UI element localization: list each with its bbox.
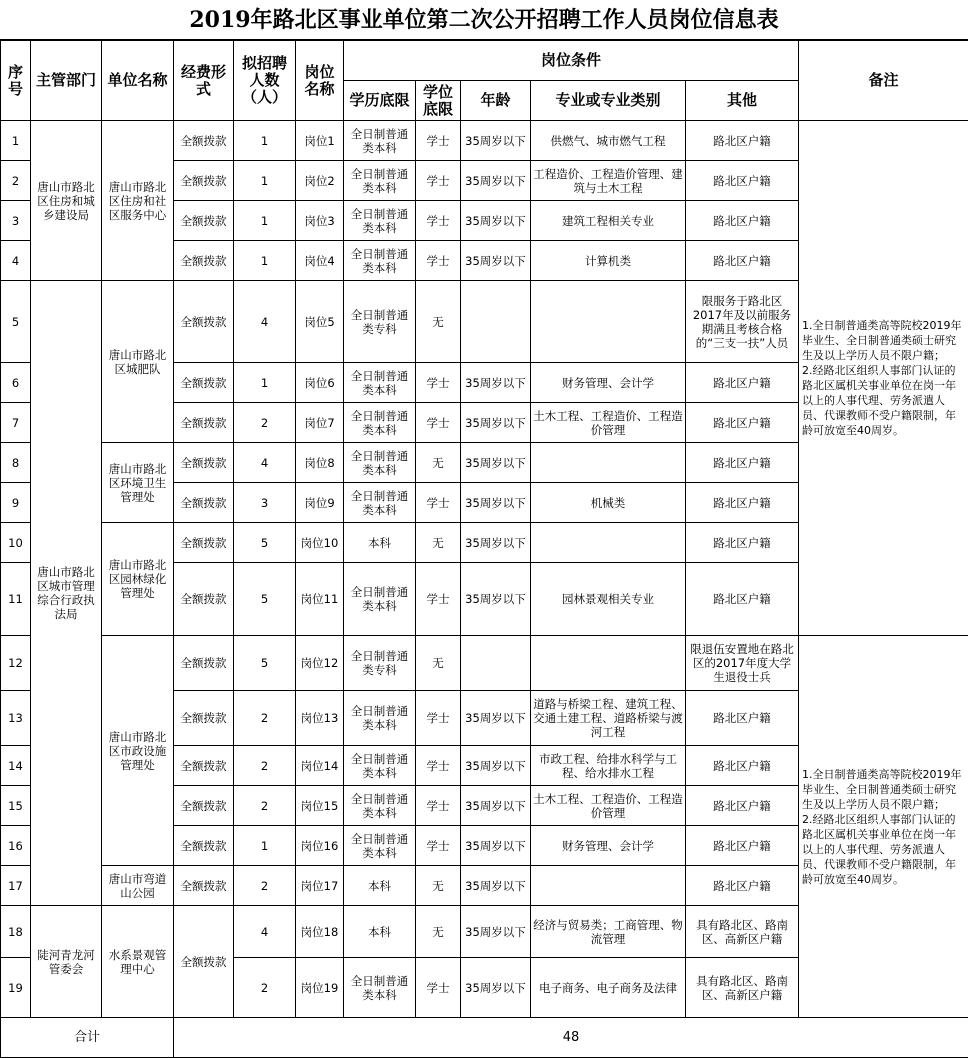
total-label: 合计	[1, 1018, 174, 1058]
count-cell: 1	[234, 241, 296, 281]
edu-cell: 全日制普通类本科	[344, 691, 416, 746]
degree-cell: 学士	[416, 403, 461, 443]
other-cell: 路北区户籍	[686, 161, 799, 201]
other-cell: 限退伍安置地在路北区的2017年度大学生退役士兵	[686, 636, 799, 691]
post-cell: 岗位6	[296, 363, 344, 403]
edu-cell: 全日制普通类专科	[344, 281, 416, 363]
other-cell: 路北区户籍	[686, 363, 799, 403]
edu-cell: 全日制普通类本科	[344, 746, 416, 786]
degree-cell: 学士	[416, 121, 461, 161]
row-no: 13	[1, 691, 31, 746]
edu-cell: 全日制普通类专科	[344, 636, 416, 691]
edu-cell: 本科	[344, 523, 416, 563]
post-cell: 岗位11	[296, 563, 344, 636]
major-cell: 经济与贸易类；工商管理、物流管理	[531, 906, 686, 958]
other-cell: 路北区户籍	[686, 746, 799, 786]
table-body	[1, 121, 968, 1018]
degree-cell: 学士	[416, 161, 461, 201]
other-cell: 路北区户籍	[686, 523, 799, 563]
degree-cell: 学士	[416, 958, 461, 1018]
count-cell: 1	[234, 121, 296, 161]
count-cell: 2	[234, 746, 296, 786]
post-cell: 岗位9	[296, 483, 344, 523]
post-cell: 岗位12	[296, 636, 344, 691]
count-cell: 5	[234, 563, 296, 636]
major-cell	[531, 523, 686, 563]
age-cell	[461, 281, 531, 363]
age-cell: 35周岁以下	[461, 241, 531, 281]
age-cell: 35周岁以下	[461, 958, 531, 1018]
unit-cell: 唐山市路北区城肥队	[102, 281, 174, 443]
row-no: 3	[1, 201, 31, 241]
major-cell: 财务管理、会计学	[531, 363, 686, 403]
count-cell: 1	[234, 161, 296, 201]
post-cell: 岗位8	[296, 443, 344, 483]
degree-cell: 无	[416, 523, 461, 563]
edu-cell: 本科	[344, 866, 416, 906]
post-cell: 岗位14	[296, 746, 344, 786]
count-cell: 2	[234, 786, 296, 826]
edu-cell: 全日制普通类本科	[344, 241, 416, 281]
other-cell: 限服务于路北区2017年及以前服务期满且考核合格的“三支一扶”人员	[686, 281, 799, 363]
header-unit: 单位名称	[102, 41, 174, 121]
other-cell: 路北区户籍	[686, 403, 799, 443]
edu-cell: 全日制普通类本科	[344, 483, 416, 523]
degree-cell: 学士	[416, 363, 461, 403]
degree-cell: 无	[416, 636, 461, 691]
fee-cell: 全额拨款	[174, 363, 234, 403]
edu-cell: 全日制普通类本科	[344, 563, 416, 636]
degree-cell: 无	[416, 906, 461, 958]
page-title: 2019年路北区事业单位第二次公开招聘工作人员岗位信息表	[0, 0, 968, 40]
unit-cell: 唐山市弯道山公园	[102, 866, 174, 906]
count-cell: 4	[234, 906, 296, 958]
fee-cell: 全额拨款	[174, 483, 234, 523]
degree-cell: 学士	[416, 483, 461, 523]
degree-cell: 无	[416, 281, 461, 363]
fee-cell: 全额拨款	[174, 746, 234, 786]
row-no: 7	[1, 403, 31, 443]
degree-cell: 学士	[416, 786, 461, 826]
post-cell: 岗位16	[296, 826, 344, 866]
row-no: 14	[1, 746, 31, 786]
count-cell: 1	[234, 363, 296, 403]
count-cell: 2	[234, 958, 296, 1018]
count-cell: 4	[234, 281, 296, 363]
edu-cell: 全日制普通类本科	[344, 826, 416, 866]
count-cell: 5	[234, 636, 296, 691]
department-cell: 唐山市路北区城市管理综合行政执法局	[31, 281, 102, 906]
other-cell: 路北区户籍	[686, 241, 799, 281]
fee-cell: 全额拨款	[174, 636, 234, 691]
fee-cell: 全额拨款	[174, 443, 234, 483]
header-edu: 学历底限	[344, 81, 416, 121]
post-cell: 岗位17	[296, 866, 344, 906]
major-cell: 市政工程、给排水科学与工程、给水排水工程	[531, 746, 686, 786]
post-cell: 岗位7	[296, 403, 344, 443]
major-cell	[531, 866, 686, 906]
degree-cell: 学士	[416, 201, 461, 241]
age-cell: 35周岁以下	[461, 523, 531, 563]
unit-cell: 唐山市路北区环境卫生管理处	[102, 443, 174, 523]
major-cell: 土木工程、工程造价、工程造价管理	[531, 786, 686, 826]
header-degree: 学位底限	[416, 81, 461, 121]
age-cell: 35周岁以下	[461, 866, 531, 906]
age-cell: 35周岁以下	[461, 363, 531, 403]
row-no: 4	[1, 241, 31, 281]
count-cell: 2	[234, 403, 296, 443]
age-cell: 35周岁以下	[461, 906, 531, 958]
other-cell: 路北区户籍	[686, 121, 799, 161]
degree-cell: 学士	[416, 563, 461, 636]
age-cell: 35周岁以下	[461, 786, 531, 826]
other-cell: 路北区户籍	[686, 826, 799, 866]
post-cell: 岗位5	[296, 281, 344, 363]
other-cell: 路北区户籍	[686, 201, 799, 241]
major-cell: 园林景观相关专业	[531, 563, 686, 636]
other-cell: 路北区户籍	[686, 563, 799, 636]
post-cell: 岗位19	[296, 958, 344, 1018]
age-cell: 35周岁以下	[461, 443, 531, 483]
other-cell: 具有路北区、路南区、高新区户籍	[686, 906, 799, 958]
other-cell: 具有路北区、路南区、高新区户籍	[686, 958, 799, 1018]
degree-cell: 学士	[416, 746, 461, 786]
major-cell: 计算机类	[531, 241, 686, 281]
post-cell: 岗位18	[296, 906, 344, 958]
row-no: 11	[1, 563, 31, 636]
remark-cell: 1.全日制普通类高等院校2019年毕业生、全日制普通类硕士研究生及以上学历人员不限户籍； 2.经路北区组织人事部门认证的路北区属机关事业单位在岗一年以上的人事代理、劳务派遣人员、代课教师不受户籍限制，年龄可放宽至40周岁。	[799, 121, 968, 636]
major-cell: 电子商务、电子商务及法律	[531, 958, 686, 1018]
age-cell: 35周岁以下	[461, 691, 531, 746]
post-cell: 岗位4	[296, 241, 344, 281]
other-cell: 路北区户籍	[686, 483, 799, 523]
degree-cell: 无	[416, 866, 461, 906]
major-cell: 供燃气、城市燃气工程	[531, 121, 686, 161]
row-no: 8	[1, 443, 31, 483]
edu-cell: 全日制普通类本科	[344, 958, 416, 1018]
post-cell: 岗位1	[296, 121, 344, 161]
fee-cell: 全额拨款	[174, 563, 234, 636]
age-cell: 35周岁以下	[461, 201, 531, 241]
total-value: 48	[174, 1018, 968, 1058]
fee-cell: 全额拨款	[174, 523, 234, 563]
edu-cell: 全日制普通类本科	[344, 121, 416, 161]
major-cell: 财务管理、会计学	[531, 826, 686, 866]
degree-cell: 学士	[416, 241, 461, 281]
header-remark: 备注	[799, 41, 968, 121]
row-no: 1	[1, 121, 31, 161]
fee-cell: 全额拨款	[174, 403, 234, 443]
count-cell: 2	[234, 691, 296, 746]
age-cell: 35周岁以下	[461, 746, 531, 786]
row-no: 18	[1, 906, 31, 958]
other-cell: 路北区户籍	[686, 443, 799, 483]
header-fee: 经费形式	[174, 41, 234, 121]
unit-cell: 唐山市路北区园林绿化管理处	[102, 523, 174, 636]
fee-cell: 全额拨款	[174, 866, 234, 906]
header-conditions: 岗位条件	[344, 41, 799, 81]
age-cell: 35周岁以下	[461, 826, 531, 866]
age-cell: 35周岁以下	[461, 483, 531, 523]
fee-cell: 全额拨款	[174, 201, 234, 241]
department-cell: 唐山市路北区住房和城乡建设局	[31, 121, 102, 281]
age-cell: 35周岁以下	[461, 403, 531, 443]
header-major: 专业或专业类别	[531, 81, 686, 121]
header-count: 拟招聘人数（人）	[234, 41, 296, 121]
positions-table	[0, 40, 968, 1058]
row-no: 5	[1, 281, 31, 363]
header-dept: 主管部门	[31, 41, 102, 121]
edu-cell: 全日制普通类本科	[344, 363, 416, 403]
row-no: 6	[1, 363, 31, 403]
table-row	[1, 636, 968, 691]
major-cell: 道路与桥梁工程、建筑工程、交通土建工程、道路桥梁与渡河工程	[531, 691, 686, 746]
edu-cell: 全日制普通类本科	[344, 443, 416, 483]
age-cell: 35周岁以下	[461, 121, 531, 161]
edu-cell: 全日制普通类本科	[344, 161, 416, 201]
edu-cell: 本科	[344, 906, 416, 958]
major-cell	[531, 636, 686, 691]
row-no: 2	[1, 161, 31, 201]
table-row	[1, 121, 968, 161]
major-cell: 机械类	[531, 483, 686, 523]
post-cell: 岗位3	[296, 201, 344, 241]
fee-cell: 全额拨款	[174, 826, 234, 866]
count-cell: 1	[234, 826, 296, 866]
other-cell: 路北区户籍	[686, 786, 799, 826]
count-cell: 3	[234, 483, 296, 523]
count-cell: 5	[234, 523, 296, 563]
fee-cell: 全额拨款	[174, 281, 234, 363]
header-post: 岗位名称	[296, 41, 344, 121]
age-cell: 35周岁以下	[461, 563, 531, 636]
row-no: 12	[1, 636, 31, 691]
fee-cell: 全额拨款	[174, 906, 234, 1018]
count-cell: 4	[234, 443, 296, 483]
header-no: 序号	[1, 41, 31, 121]
count-cell: 2	[234, 866, 296, 906]
fee-cell: 全额拨款	[174, 121, 234, 161]
major-cell: 建筑工程相关专业	[531, 201, 686, 241]
department-cell: 陡河青龙河管委会	[31, 906, 102, 1018]
unit-cell: 唐山市路北区市政设施管理处	[102, 636, 174, 866]
total-row	[1, 1018, 968, 1058]
fee-cell: 全额拨款	[174, 786, 234, 826]
major-cell	[531, 443, 686, 483]
row-no: 10	[1, 523, 31, 563]
age-cell: 35周岁以下	[461, 161, 531, 201]
major-cell: 工程造价、工程造价管理、建筑与土木工程	[531, 161, 686, 201]
age-cell	[461, 636, 531, 691]
post-cell: 岗位10	[296, 523, 344, 563]
other-cell: 路北区户籍	[686, 866, 799, 906]
row-no: 16	[1, 826, 31, 866]
post-cell: 岗位2	[296, 161, 344, 201]
row-no: 17	[1, 866, 31, 906]
fee-cell: 全额拨款	[174, 241, 234, 281]
count-cell: 1	[234, 201, 296, 241]
degree-cell: 无	[416, 443, 461, 483]
header-age: 年龄	[461, 81, 531, 121]
edu-cell: 全日制普通类本科	[344, 786, 416, 826]
fee-cell: 全额拨款	[174, 691, 234, 746]
major-cell: 土木工程、工程造价、工程造价管理	[531, 403, 686, 443]
post-cell: 岗位15	[296, 786, 344, 826]
fee-cell: 全额拨款	[174, 161, 234, 201]
remark-cell: 1.全日制普通类高等院校2019年毕业生、全日制普通类硕士研究生及以上学历人员不限户籍； 2.经路北区组织人事部门认证的路北区属机关事业单位在岗一年以上的人事代理、劳务派遣人员、代课教师不受户籍限制，年龄可放宽至40周岁。	[799, 636, 968, 1018]
unit-cell: 唐山市路北区住房和社区服务中心	[102, 121, 174, 281]
unit-cell: 水系景观管理中心	[102, 906, 174, 1018]
row-no: 9	[1, 483, 31, 523]
edu-cell: 全日制普通类本科	[344, 201, 416, 241]
other-cell: 路北区户籍	[686, 691, 799, 746]
edu-cell: 全日制普通类本科	[344, 403, 416, 443]
row-no: 19	[1, 958, 31, 1018]
degree-cell: 学士	[416, 691, 461, 746]
degree-cell: 学士	[416, 826, 461, 866]
header-other: 其他	[686, 81, 799, 121]
post-cell: 岗位13	[296, 691, 344, 746]
row-no: 15	[1, 786, 31, 826]
major-cell	[531, 281, 686, 363]
